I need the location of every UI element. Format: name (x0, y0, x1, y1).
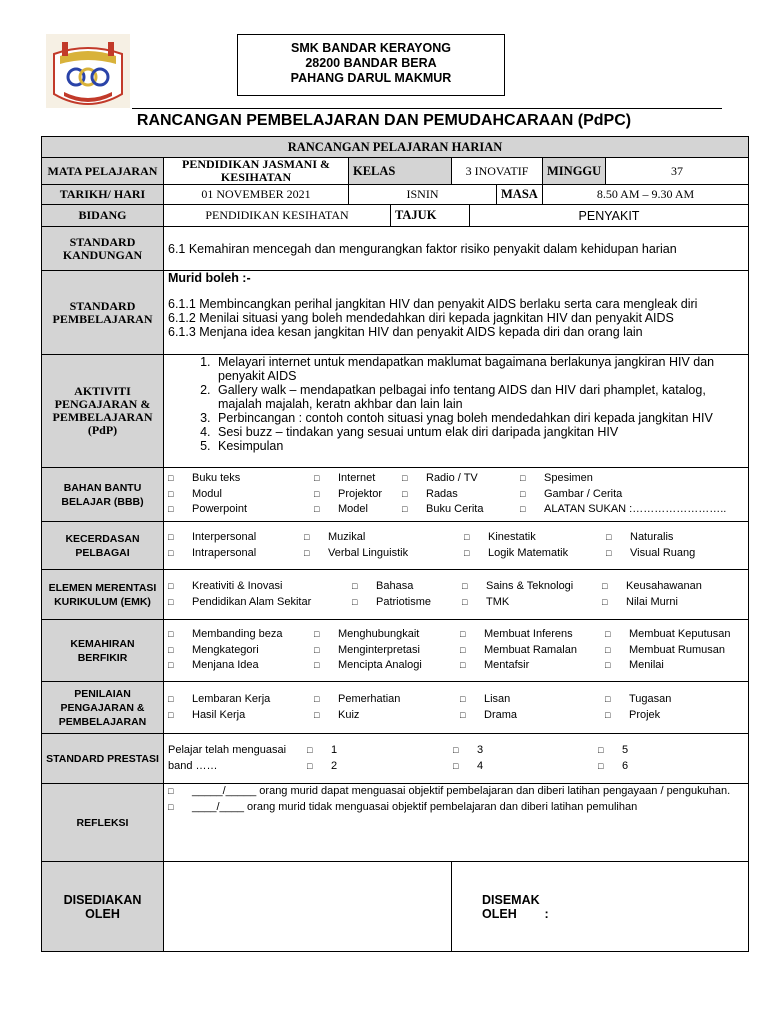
disediakan-signature-area[interactable] (164, 862, 452, 952)
disemak-area[interactable] (452, 862, 749, 952)
kp-checkbox[interactable]: □ Visual Ruang (606, 546, 736, 562)
pen-checkbox[interactable]: □ Drama (460, 708, 605, 724)
aktiviti-item: 1. Melayari internet untuk mendapatkan maklumat bagaimana berlakunya jangkiran HIV dan penyakit AIDS (214, 355, 744, 383)
kemahiran-berfikir-options (164, 620, 749, 682)
kelas-label: KELAS (349, 158, 452, 185)
kb-checkbox[interactable]: □ Mengkategori (168, 643, 314, 659)
bbb-checkbox[interactable]: □ Projektor (314, 487, 402, 503)
pen-checkbox[interactable]: □ Tugasan (605, 692, 751, 708)
bidang-label: BIDANG (42, 205, 164, 227)
bbb-checkbox[interactable]: □ Powerpoint (168, 502, 314, 518)
emk-checkbox[interactable]: □ Nilai Murni (602, 595, 736, 611)
school-name: SMK BANDAR KERAYONG (291, 41, 451, 55)
aktiviti-content (164, 355, 749, 468)
bbb-checkbox[interactable]: □ Radio / TV (402, 471, 520, 487)
kb-checkbox[interactable]: □ Membuat Keputusan (605, 627, 751, 643)
minggu-label: MINGGU (543, 158, 606, 185)
bbb-checkbox[interactable]: □ Model (314, 502, 402, 518)
pen-checkbox[interactable]: □ Pemerhatian (314, 692, 460, 708)
disediakan-label: DISEDIAKAN OLEH (42, 862, 164, 952)
pen-checkbox[interactable]: □ Lisan (460, 692, 605, 708)
kb-checkbox[interactable]: □ Mentafsir (460, 658, 605, 674)
mata-pelajaran-value: PENDIDIKAN JASMANI & KESIHATAN (164, 158, 349, 185)
kp-checkbox[interactable]: □ Intrapersonal (168, 546, 304, 562)
kb-checkbox[interactable]: □ Mencipta Analogi (314, 658, 460, 674)
bbb-checkbox[interactable]: □ ALATAN SUKAN :…………………….. (520, 502, 730, 518)
document-title: RANCANGAN PEMBELAJARAN DAN PEMUDAHCARAAN (PdPC) (136, 112, 632, 129)
kb-checkbox[interactable]: □ Membuat Rumusan (605, 643, 751, 659)
aktiviti-item: 3. Perbincangan : contoh contoh situasi ynag boleh mendedahkan diri kepada jangkitan HIV (214, 411, 744, 425)
prestasi-checkbox[interactable]: □ 5 (598, 743, 744, 759)
emk-checkbox[interactable]: □ Keusahawanan (602, 579, 736, 595)
standard-kandungan-value: 6.1 Kemahiran mencegah dan mengurangkan faktor risiko penyakit dalam kehidupan harian (164, 227, 749, 271)
sp-item: 6.1.3 Menjana idea kesan jangkitan HIV dan penyakit AIDS kepada diri dan orang lain (168, 325, 643, 339)
disemak-oleh-label: OLEH : (482, 906, 549, 921)
masa-label: MASA (497, 185, 543, 205)
standard-prestasi-label: STANDARD PRESTASI (42, 734, 164, 784)
aktiviti-list (168, 355, 744, 453)
sp-item: 6.1.1 Membincangkan perihal jangkitan HIV dan penyakit AIDS berlaku serta cara mengleak diri (168, 297, 698, 311)
kp-checkbox[interactable]: □ Naturalis (606, 530, 736, 546)
bbb-checkbox[interactable]: □ Buku Cerita (402, 502, 520, 518)
emk-options (164, 570, 749, 620)
kb-checkbox[interactable]: □ Menilai (605, 658, 751, 674)
kb-checkbox[interactable]: □ Menghubungkait (314, 627, 460, 643)
pen-checkbox[interactable]: □ Kuiz (314, 708, 460, 724)
tajuk-label: TAJUK (391, 205, 470, 227)
bbb-checkbox[interactable]: □ Internet (314, 471, 402, 487)
bbb-checkbox[interactable]: □ Gambar / Cerita (520, 487, 730, 503)
school-state: PAHANG DARUL MAKMUR (290, 71, 452, 85)
pen-checkbox[interactable]: □ Hasil Kerja (168, 708, 314, 724)
aktiviti-item: 5. Kesimpulan (214, 439, 744, 453)
penilaian-options (164, 682, 749, 734)
tajuk-value: PENYAKIT (470, 205, 749, 227)
emk-checkbox[interactable]: □ Kreativiti & Inovasi (168, 579, 352, 595)
table-heading: RANCANGAN PELAJARAN HARIAN (42, 137, 749, 158)
hari-value: ISNIN (349, 185, 497, 205)
kelas-value: 3 INOVATIF (452, 158, 543, 185)
kecerdasan-label: KECERDASAN PELBAGAI (42, 522, 164, 570)
bbb-options (164, 468, 749, 522)
kp-checkbox[interactable]: □ Verbal Linguistik (304, 546, 464, 562)
prestasi-checkbox[interactable]: □ 2 (307, 759, 453, 775)
school-name-box (237, 34, 505, 96)
bbb-checkbox[interactable]: □ Spesimen (520, 471, 730, 487)
tarikh-label: TARIKH/ HARI (42, 185, 164, 205)
emk-checkbox[interactable]: □ Patriotisme (352, 595, 462, 611)
bbb-checkbox[interactable]: □ Radas (402, 487, 520, 503)
standard-pembelajaran-content (164, 271, 749, 355)
pen-checkbox[interactable]: □ Lembaran Kerja (168, 692, 314, 708)
emk-checkbox[interactable]: □ Sains & Teknologi (462, 579, 602, 595)
prestasi-checkbox[interactable]: □ 4 (453, 759, 598, 775)
kp-checkbox[interactable]: □ Muzikal (304, 530, 464, 546)
standard-prestasi-options (164, 734, 749, 784)
prestasi-checkbox[interactable]: □ 3 (453, 743, 598, 759)
bbb-checkbox[interactable]: □ Modul (168, 487, 314, 503)
disemak-label: DISEMAK (482, 892, 540, 907)
masa-value: 8.50 AM – 9.30 AM (543, 185, 749, 205)
aktiviti-item: 2. Gallery walk – mendapatkan pelbagai info tentang AIDS dan HIV dari phamplet, katalog, majalah majalah, keratn akhbar dan lain lain (214, 383, 744, 411)
emk-checkbox[interactable]: □ Pendidikan Alam Sekitar (168, 595, 352, 611)
tarikh-value: 01 NOVEMBER 2021 (164, 185, 349, 205)
pen-checkbox[interactable]: □ Projek (605, 708, 751, 724)
kb-checkbox[interactable]: □ Membanding beza (168, 627, 314, 643)
school-logo (46, 34, 130, 108)
lesson-plan-table (41, 136, 749, 952)
emk-checkbox[interactable]: □ Bahasa (352, 579, 462, 595)
kecerdasan-options (164, 522, 749, 570)
header-divider (132, 108, 722, 109)
minggu-value: 37 (606, 158, 749, 185)
sp-item: 6.1.2 Menilai situasi yang boleh mendedahkan diri kepada jagnkitan HIV dan penyakit AIDS (168, 311, 674, 325)
refleksi-label: REFLEKSI (42, 784, 164, 862)
murid-boleh-intro: Murid boleh :- (168, 271, 251, 285)
prestasi-intro: Pelajar telah menguasai band …… (168, 744, 287, 772)
aktiviti-item: 4. Sesi buzz – tindakan yang sesuai untum elak diri daripada jangkitan HIV (214, 425, 744, 439)
kb-checkbox[interactable]: □ Membuat Inferens (460, 627, 605, 643)
penilaian-label: PENILAIAN PENGAJARAN & PEMBELAJARAN (42, 682, 164, 734)
prestasi-checkbox[interactable]: □ 1 (307, 743, 453, 759)
refleksi-checkbox-pemulihan[interactable]: □ ____/____ orang murid tidak menguasai objektif pembelajaran dan diberi latihan pemulihan (168, 800, 744, 816)
bidang-value: PENDIDIKAN KESIHATAN (164, 205, 391, 227)
kp-checkbox[interactable]: □ Interpersonal (168, 530, 304, 546)
kp-checkbox[interactable]: □ Kinestatik (464, 530, 606, 546)
kb-checkbox[interactable]: □ Membuat Ramalan (460, 643, 605, 659)
bbb-checkbox[interactable]: □ Buku teks (168, 471, 314, 487)
emk-label: ELEMEN MERENTASI KURIKULUM (EMK) (42, 570, 164, 620)
kp-checkbox[interactable]: □ Logik Matematik (464, 546, 606, 562)
mata-pelajaran-label: MATA PELAJARAN (42, 158, 164, 185)
bbb-label: BAHAN BANTU BELAJAR (BBB) (42, 468, 164, 522)
refleksi-content (164, 784, 749, 862)
prestasi-checkbox[interactable]: □ 6 (598, 759, 744, 775)
refleksi-checkbox-pengayaan[interactable]: □ _____/_____ orang murid dapat menguasai objektif pembelajaran dan diberi latihan pengayaan / pengukuhan. (168, 784, 744, 800)
kb-checkbox[interactable]: □ Menjana Idea (168, 658, 314, 674)
standard-kandungan-label: STANDARD KANDUNGAN (42, 227, 164, 271)
aktiviti-label: AKTIVITI PENGAJARAN & PEMBELAJARAN (PdP) (42, 355, 164, 468)
kemahiran-berfikir-label: KEMAHIRAN BERFIKIR (42, 620, 164, 682)
school-postcode-town: 28200 BANDAR BERA (305, 56, 437, 70)
emk-checkbox[interactable]: □ TMK (462, 595, 602, 611)
standard-pembelajaran-label: STANDARD PEMBELAJARAN (42, 271, 164, 355)
kb-checkbox[interactable]: □ Menginterpretasi (314, 643, 460, 659)
